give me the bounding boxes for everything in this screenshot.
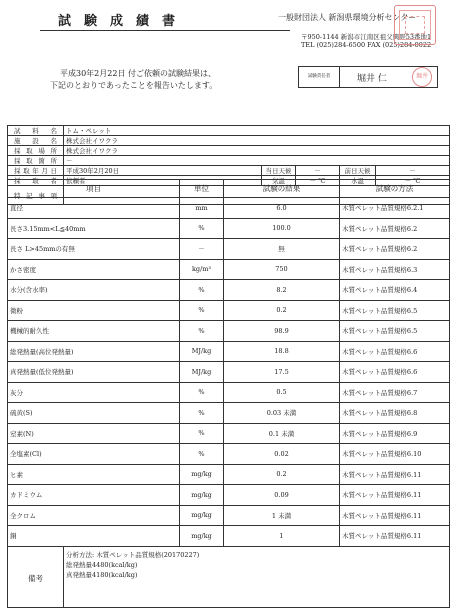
result-item: 微粉 xyxy=(8,300,180,321)
results-header-row xyxy=(8,180,450,198)
water-temp-label: 水温 xyxy=(340,176,376,186)
result-method: 木質ペレット品質規格6.6 xyxy=(340,341,450,362)
result-value: 98.9 xyxy=(224,321,340,342)
result-method: 木質ペレット品質規格6.2.1 xyxy=(340,198,450,219)
table-row xyxy=(8,444,450,465)
result-item: 窒素(N) xyxy=(8,423,180,444)
result-method: 木質ペレット品質規格6.11 xyxy=(340,505,450,526)
table-row xyxy=(8,423,450,444)
results-table xyxy=(7,179,450,608)
air-temp-value: － ℃ xyxy=(296,176,340,186)
table-row xyxy=(8,341,450,362)
result-method: 木質ペレット品質規格6.10 xyxy=(340,444,450,465)
result-item: 灰分 xyxy=(8,382,180,403)
table-row xyxy=(8,505,450,526)
responsible-person-name: 堀井 仁 xyxy=(357,74,387,84)
result-unit: % xyxy=(180,300,224,321)
result-method: 木質ペレット品質規格6.8 xyxy=(340,403,450,424)
title-underline xyxy=(40,30,290,31)
result-value: 0.2 xyxy=(224,300,340,321)
result-item: 硫黄(S) xyxy=(8,403,180,424)
table-row xyxy=(8,382,450,403)
result-value: 0.5 xyxy=(224,382,340,403)
result-unit: % xyxy=(180,218,224,239)
table-row xyxy=(8,259,450,280)
table-row xyxy=(8,485,450,506)
organization-contact: TEL (025)284-6500 FAX (025)284-0022 xyxy=(301,41,432,49)
result-unit: － xyxy=(180,239,224,260)
result-item: 直径 xyxy=(8,198,180,219)
header-unit: 単位 xyxy=(180,180,224,198)
result-item: 全クロム xyxy=(8,505,180,526)
table-row xyxy=(8,198,450,219)
result-item: 総発熱量(高位発熱量) xyxy=(8,341,180,362)
sampling-date-value: 平成30年2月20日 xyxy=(64,166,262,176)
info-row-date xyxy=(8,166,450,176)
result-unit: mg/kg xyxy=(180,505,224,526)
sampling-place-value: 株式会社イワクラ xyxy=(64,146,450,156)
sampling-point-value: － xyxy=(64,156,450,166)
sampling-point-label: 採取箇所 xyxy=(8,156,64,166)
intro-line-2: 下記のとおりであったことを報告いたします。 xyxy=(50,81,218,90)
result-value: 750 xyxy=(224,259,340,280)
result-value: 17.5 xyxy=(224,362,340,383)
header-item: 項目 xyxy=(8,180,180,198)
result-value: 1 未満 xyxy=(224,505,340,526)
result-unit: kg/m³ xyxy=(180,259,224,280)
result-value: 0.09 xyxy=(224,485,340,506)
sampling-date-label: 採取年月日 xyxy=(8,166,64,176)
table-row xyxy=(8,403,450,424)
result-item: かさ密度 xyxy=(8,259,180,280)
personal-seal: 堀井 xyxy=(412,67,432,87)
result-unit: % xyxy=(180,444,224,465)
header-result: 試験の結果 xyxy=(224,180,340,198)
weather-today-label: 当日天候 xyxy=(262,166,296,176)
result-method: 木質ペレット品質規格6.2 xyxy=(340,239,450,260)
result-value: 1 xyxy=(224,526,340,547)
note-line: 真発熱量4180(kcal/kg) xyxy=(66,570,138,579)
table-row xyxy=(8,321,450,342)
document-title: 試験成績書 xyxy=(58,14,189,29)
result-value: 8.2 xyxy=(224,280,340,301)
header-method: 試験の方法 xyxy=(340,180,450,198)
result-unit: % xyxy=(180,280,224,301)
result-method: 木質ペレット品質規格6.11 xyxy=(340,526,450,547)
result-method: 木質ペレット品質規格6.7 xyxy=(340,382,450,403)
table-row xyxy=(8,300,450,321)
result-method: 木質ペレット品質規格6.9 xyxy=(340,423,450,444)
result-item: 全塩素(Cl) xyxy=(8,444,180,465)
result-value: 0.2 xyxy=(224,464,340,485)
sample-name-value: トム・ペレット xyxy=(64,126,450,136)
organization-name: 一般財団法人 新潟県環境分析センター xyxy=(278,13,417,22)
collector-label: 採取者 xyxy=(8,176,64,186)
table-row xyxy=(8,239,450,260)
result-unit: MJ/kg xyxy=(180,341,224,362)
result-method: 木質ペレット品質規格6.11 xyxy=(340,485,450,506)
result-item: カドミウム xyxy=(8,485,180,506)
notes-row xyxy=(8,546,450,607)
organization-address: 〒950-1144 新潟市江南区祖父興野53番地1 xyxy=(301,33,432,41)
facility-label: 施設名 xyxy=(8,136,64,146)
table-row xyxy=(8,280,450,301)
result-value: 0.03 未満 xyxy=(224,403,340,424)
notes-label: 備考 xyxy=(8,546,64,607)
table-row xyxy=(8,218,450,239)
result-method: 木質ペレット品質規格6.5 xyxy=(340,321,450,342)
note-line: 総発熱量4480(kcal/kg) xyxy=(66,560,138,569)
info-row-sampling-place xyxy=(8,146,450,156)
result-method: 木質ペレット品質規格6.4 xyxy=(340,280,450,301)
result-item: 水分(含水率) xyxy=(8,280,180,301)
result-item: 機械的耐久性 xyxy=(8,321,180,342)
weather-prev-value: － xyxy=(376,166,450,176)
sampling-place-label: 採取場所 xyxy=(8,146,64,156)
result-method: 木質ペレット品質規格6.6 xyxy=(340,362,450,383)
result-method: 木質ペレット品質規格6.11 xyxy=(340,464,450,485)
result-item: ヒ素 xyxy=(8,464,180,485)
result-unit: mm xyxy=(180,198,224,219)
air-temp-label: 気温 xyxy=(262,176,296,186)
remarks-label: 特記事項 xyxy=(8,186,64,205)
result-unit: % xyxy=(180,403,224,424)
result-value: 18.8 xyxy=(224,341,340,362)
sample-name-label: 試料名 xyxy=(8,126,64,136)
result-unit: MJ/kg xyxy=(180,362,224,383)
note-line: 分析方法: 木質ペレット品質規格(20170227) xyxy=(66,550,200,559)
water-temp-value: － ℃ xyxy=(376,176,450,186)
table-row xyxy=(8,362,450,383)
info-row-facility xyxy=(8,136,450,146)
info-row-sampling-point xyxy=(8,156,450,166)
result-unit: mg/kg xyxy=(180,526,224,547)
responsible-person-label: 試験責任者 xyxy=(299,67,340,87)
result-item: 銅 xyxy=(8,526,180,547)
result-value: 0.1 未満 xyxy=(224,423,340,444)
result-item: 長さ L>45mmの有無 xyxy=(8,239,180,260)
result-value: 0.02 xyxy=(224,444,340,465)
table-row xyxy=(8,464,450,485)
weather-prev-label: 前日天候 xyxy=(340,166,376,176)
result-item: 真発熱量(低位発熱量) xyxy=(8,362,180,383)
result-value: 6.0 xyxy=(224,198,340,219)
result-value: 100.0 xyxy=(224,218,340,239)
organization-seal-icon xyxy=(394,5,436,45)
facility-value: 株式会社イワクラ xyxy=(64,136,450,146)
result-unit: mg/kg xyxy=(180,485,224,506)
info-row-sample xyxy=(8,126,450,136)
result-method: 木質ペレット品質規格6.3 xyxy=(340,259,450,280)
collector-value: 依頼者 xyxy=(64,176,262,186)
result-unit: mg/kg xyxy=(180,464,224,485)
result-value: 無 xyxy=(224,239,340,260)
result-unit: % xyxy=(180,423,224,444)
notes-content xyxy=(64,546,450,607)
table-row xyxy=(8,526,450,547)
result-method: 木質ペレット品質規格6.2 xyxy=(340,218,450,239)
weather-today-value: － xyxy=(296,166,340,176)
result-method: 木質ペレット品質規格6.5 xyxy=(340,300,450,321)
result-item: 長さ3.15mm<L≦40mm xyxy=(8,218,180,239)
intro-line-1: 平成30年2月22日 付ご依頼の試験結果は、 xyxy=(60,69,216,78)
result-unit: % xyxy=(180,382,224,403)
result-unit: % xyxy=(180,321,224,342)
